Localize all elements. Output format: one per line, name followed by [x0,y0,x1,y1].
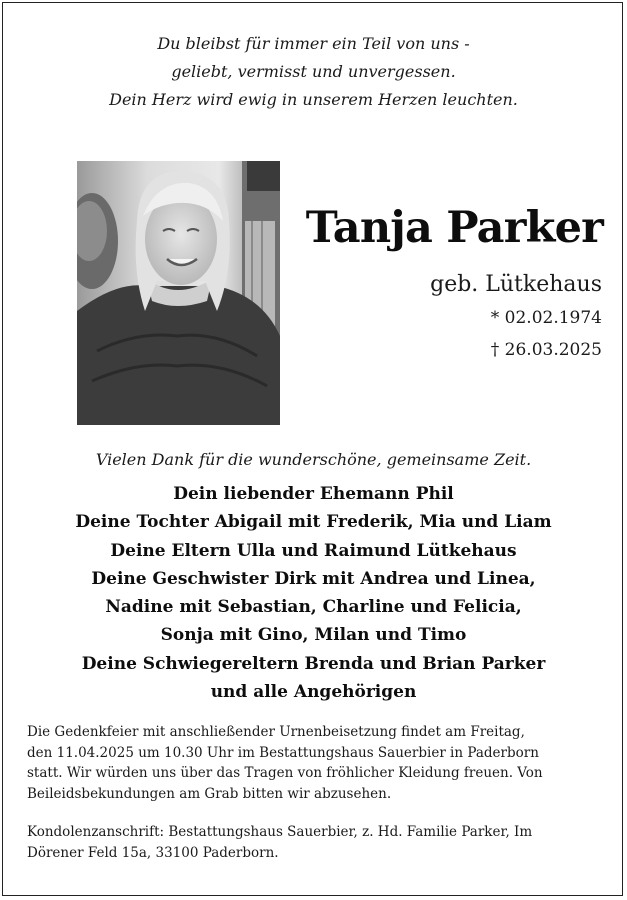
address-line: Kondolenzanschrift: Bestattungshaus Sauerbier, z. Hd. Familie Parker, Im [27,824,533,840]
mourner-line: Deine Schwiegereltern Brenda und Brian Parker [81,653,546,674]
info-line: Die Gedenkfeier mit anschließender Urnenbeisetzung findet am Freitag, [27,724,525,740]
mourner-line: Deine Geschwister Dirk mit Andrea und Linea, [91,568,536,589]
mourner-line: Nadine mit Sebastian, Charline und Felicia, [105,597,522,618]
portrait-photo [77,161,280,425]
mourners-list [0,480,627,706]
poem-line: geliebt, vermisst und unvergessen. [171,62,456,81]
mourner-line: Deine Tochter Abigail mit Frederik, Mia und Liam [75,512,552,533]
mourner-line: Dein liebender Ehemann Phil [173,484,454,504]
deceased-name: Tanja Parker [305,203,603,253]
info-line: den 11.04.2025 um 10.30 Uhr im Bestattungshaus Sauerbier in Paderborn [27,744,539,761]
death-date: † 26.03.2025 [490,340,602,360]
condolence-address [27,822,607,864]
poem-line: Dein Herz wird ewig in unserem Herzen leuchten. [109,90,518,109]
birth-date: * 02.02.1974 [490,308,602,328]
poem [0,30,627,114]
mourner-line: Deine Eltern Ulla und Raimund Lütkehaus [110,540,517,561]
mourner-line: Sonja mit Gino, Milan und Timo [160,625,467,646]
info-line: Beileidsbekundungen am Grab bitten wir abzusehen. [27,785,392,802]
ceremony-info [27,722,607,804]
info-line: statt. Wir würden uns über das Tragen von fröhlicher Kleidung freuen. Von [27,765,543,781]
poem-line: Du bleibst für immer ein Teil von uns - [157,34,470,53]
birth-name: geb. Lütkehaus [430,272,602,297]
portrait-illustration [77,161,280,425]
address-line: Dörener Feld 15a, 33100 Paderborn. [27,845,279,861]
mourner-line: und alle Angehörigen [210,682,417,703]
thanks-line: Vielen Dank für die wunderschöne, gemeinsame Zeit. [95,450,532,469]
